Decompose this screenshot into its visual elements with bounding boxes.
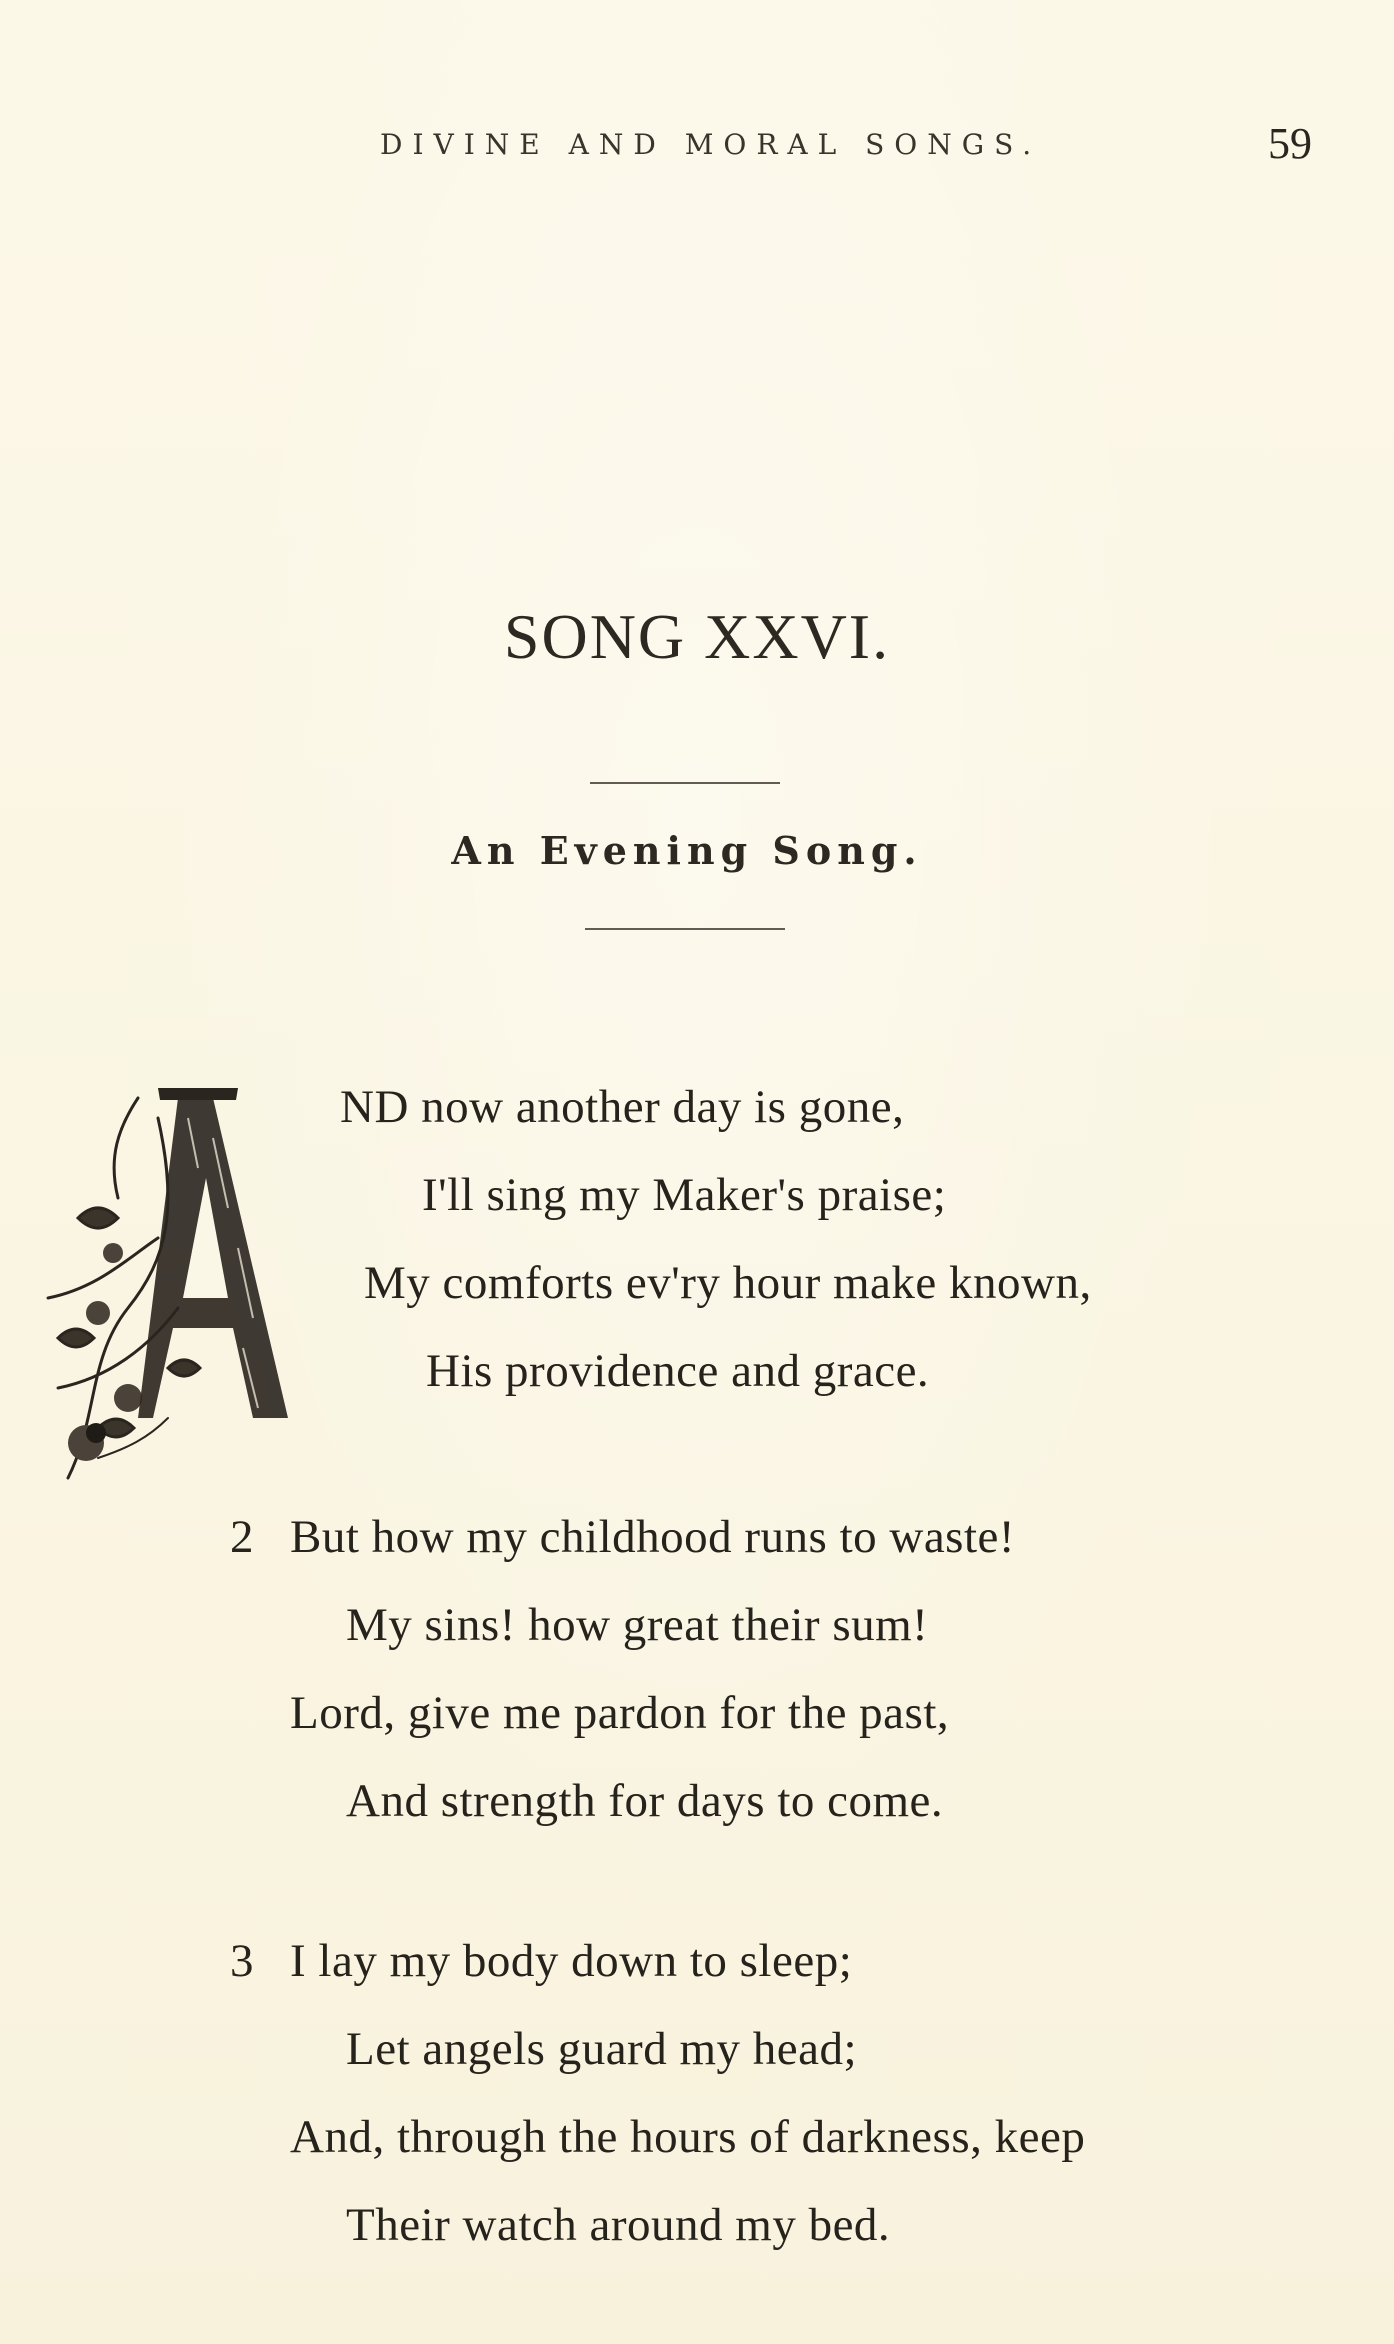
song-number: SONG XXVI. — [503, 601, 891, 672]
verse-line: But how my childhood runs to waste! — [290, 1511, 1016, 1563]
verse-line: I'll sing my Maker's praise; — [422, 1169, 947, 1221]
running-head: DIVINE AND MORAL SONGS. — [380, 128, 1042, 161]
verse-line: His providence and grace. — [426, 1345, 930, 1397]
verse-line: My sins! how great their sum! — [346, 1599, 929, 1651]
verse-line: Their watch around my bed. — [346, 2199, 891, 2251]
verse-line: Let angels guard my head; — [346, 2023, 858, 2075]
page-number: 59 — [1268, 119, 1312, 168]
verse-line: I lay my body down to sleep; — [290, 1935, 853, 1987]
stanza-number: 3 — [230, 1935, 254, 1987]
title-rule-top — [590, 782, 780, 784]
verse-line: And, through the hours of darkness, keep — [290, 2111, 1086, 2163]
title-rule-bottom — [585, 928, 785, 930]
floral-drop-cap-icon — [38, 1058, 358, 1508]
verse-line: Lord, give me pardon for the past, — [290, 1687, 950, 1739]
song-title: An Evening Song. — [451, 828, 923, 873]
stanza-number: 2 — [230, 1511, 254, 1563]
verse-line: And strength for days to come. — [346, 1775, 944, 1827]
verse-line: My comforts ev'ry hour make known, — [364, 1257, 1092, 1309]
verse-line: ND now another day is gone, — [340, 1081, 905, 1133]
